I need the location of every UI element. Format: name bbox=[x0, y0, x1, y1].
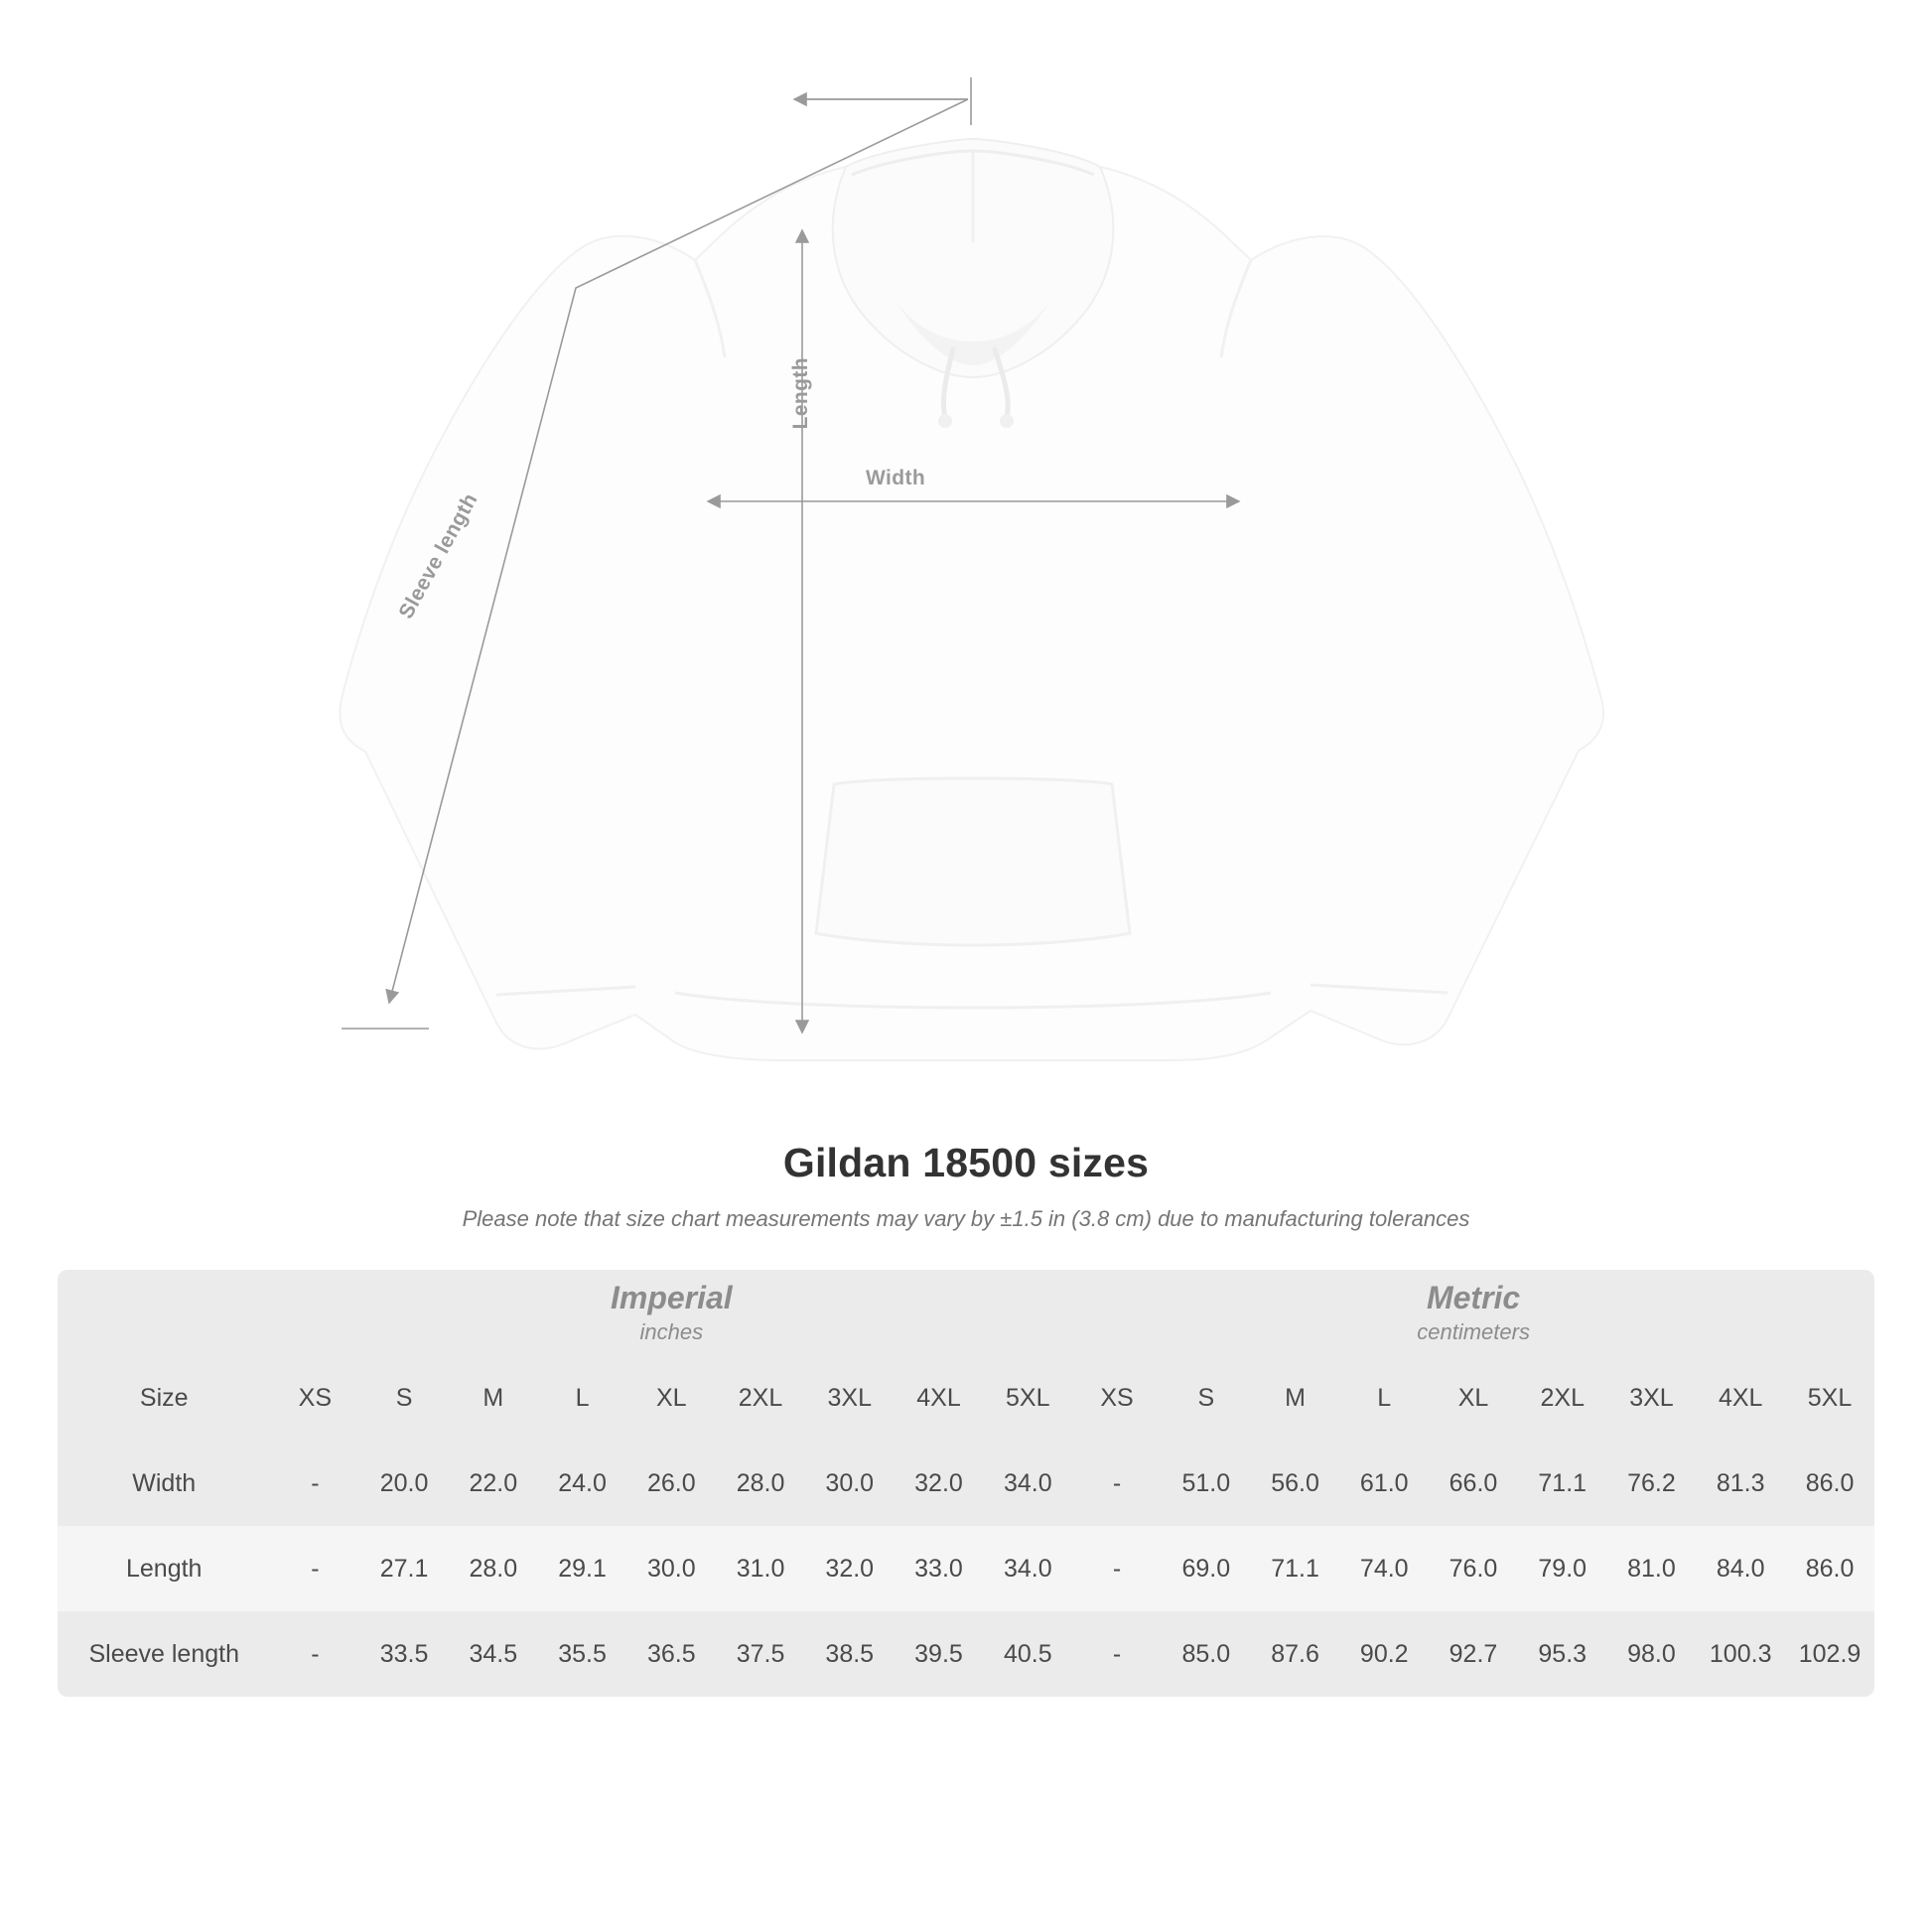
header-imperial-5xl: 5XL bbox=[983, 1355, 1072, 1441]
sleeve-imperial-s: 33.5 bbox=[359, 1611, 449, 1697]
length-metric-xl: 76.0 bbox=[1429, 1526, 1518, 1611]
width-metric-s: 51.0 bbox=[1162, 1441, 1251, 1526]
width-metric-xs: - bbox=[1072, 1441, 1162, 1526]
length-metric-5xl: 86.0 bbox=[1785, 1526, 1874, 1611]
table-row bbox=[58, 1526, 1874, 1611]
sleeve-metric-xs: - bbox=[1072, 1611, 1162, 1697]
length-metric-m: 71.1 bbox=[1251, 1526, 1340, 1611]
header-metric-3xl: 3XL bbox=[1607, 1355, 1697, 1441]
width-imperial-s: 20.0 bbox=[359, 1441, 449, 1526]
imperial-unit-name: Imperial bbox=[610, 1279, 733, 1315]
row-label-width: Width bbox=[58, 1441, 270, 1526]
length-imperial-s: 27.1 bbox=[359, 1526, 449, 1611]
length-dimension-label: Length bbox=[789, 357, 812, 430]
imperial-unit-cell bbox=[270, 1270, 1072, 1355]
metric-unit-name: Metric bbox=[1426, 1279, 1521, 1315]
header-imperial-xs: XS bbox=[270, 1355, 359, 1441]
sleeve-metric-xl: 92.7 bbox=[1429, 1611, 1518, 1697]
header-metric-l: L bbox=[1339, 1355, 1429, 1441]
width-metric-l: 61.0 bbox=[1339, 1441, 1429, 1526]
header-imperial-4xl: 4XL bbox=[895, 1355, 984, 1441]
sleeve-metric-3xl: 98.0 bbox=[1607, 1611, 1697, 1697]
size-table-wrapper bbox=[58, 1270, 1874, 1697]
sleeve-metric-4xl: 100.3 bbox=[1696, 1611, 1785, 1697]
width-imperial-5xl: 34.0 bbox=[983, 1441, 1072, 1526]
length-imperial-4xl: 33.0 bbox=[895, 1526, 984, 1611]
length-metric-3xl: 81.0 bbox=[1607, 1526, 1697, 1611]
width-metric-4xl: 81.3 bbox=[1696, 1441, 1785, 1526]
sleeve-imperial-2xl: 37.5 bbox=[716, 1611, 805, 1697]
width-metric-2xl: 71.1 bbox=[1518, 1441, 1607, 1526]
sleeve-metric-l: 90.2 bbox=[1339, 1611, 1429, 1697]
sleeve-length-dimension-label: Sleeve length bbox=[394, 488, 483, 623]
sleeve-imperial-m: 34.5 bbox=[449, 1611, 538, 1697]
table-row bbox=[58, 1441, 1874, 1526]
width-metric-m: 56.0 bbox=[1251, 1441, 1340, 1526]
width-imperial-2xl: 28.0 bbox=[716, 1441, 805, 1526]
metric-unit-cell bbox=[1072, 1270, 1874, 1355]
page-title: Gildan 18500 sizes bbox=[782, 1140, 1150, 1185]
sleeve-metric-s: 85.0 bbox=[1162, 1611, 1251, 1697]
header-imperial-xl: XL bbox=[626, 1355, 716, 1441]
sleeve-imperial-4xl: 39.5 bbox=[895, 1611, 984, 1697]
sleeve-metric-5xl: 102.9 bbox=[1785, 1611, 1874, 1697]
header-metric-4xl: 4XL bbox=[1696, 1355, 1785, 1441]
length-imperial-xs: - bbox=[270, 1526, 359, 1611]
header-imperial-s: S bbox=[359, 1355, 449, 1441]
tolerance-note: Please note that size chart measurements may vary by ±1.5 in (3.8 cm) due to manufacturing tolerances bbox=[462, 1206, 1470, 1231]
metric-unit-sub: centimeters bbox=[1417, 1318, 1530, 1344]
header-imperial-m: M bbox=[449, 1355, 538, 1441]
row-label-sleeve-length: Sleeve length bbox=[58, 1611, 270, 1697]
length-metric-l: 74.0 bbox=[1339, 1526, 1429, 1611]
row-label-length: Length bbox=[58, 1526, 270, 1611]
length-metric-xs: - bbox=[1072, 1526, 1162, 1611]
header-imperial-l: L bbox=[538, 1355, 627, 1441]
sleeve-imperial-l: 35.5 bbox=[538, 1611, 627, 1697]
units-row bbox=[58, 1270, 1874, 1355]
length-imperial-xl: 30.0 bbox=[626, 1526, 716, 1611]
header-metric-s: S bbox=[1162, 1355, 1251, 1441]
header-metric-xl: XL bbox=[1429, 1355, 1518, 1441]
sleeve-metric-m: 87.6 bbox=[1251, 1611, 1340, 1697]
width-imperial-xs: - bbox=[270, 1441, 359, 1526]
width-imperial-m: 22.0 bbox=[449, 1441, 538, 1526]
width-imperial-l: 24.0 bbox=[538, 1441, 627, 1526]
sleeve-imperial-xl: 36.5 bbox=[626, 1611, 716, 1697]
sleeve-imperial-xs: - bbox=[270, 1611, 359, 1697]
length-imperial-2xl: 31.0 bbox=[716, 1526, 805, 1611]
sleeve-imperial-3xl: 38.5 bbox=[805, 1611, 895, 1697]
header-metric-m: M bbox=[1251, 1355, 1340, 1441]
title-block bbox=[0, 1140, 1932, 1232]
header-metric-2xl: 2XL bbox=[1518, 1355, 1607, 1441]
header-imperial-2xl: 2XL bbox=[716, 1355, 805, 1441]
table-row bbox=[58, 1611, 1874, 1697]
width-imperial-xl: 26.0 bbox=[626, 1441, 716, 1526]
hoodie-shape bbox=[340, 139, 1603, 1060]
width-metric-3xl: 76.2 bbox=[1607, 1441, 1697, 1526]
header-imperial-3xl: 3XL bbox=[805, 1355, 895, 1441]
length-imperial-l: 29.1 bbox=[538, 1526, 627, 1611]
header-metric-xs: XS bbox=[1072, 1355, 1162, 1441]
sleeve-imperial-5xl: 40.5 bbox=[983, 1611, 1072, 1697]
width-imperial-3xl: 30.0 bbox=[805, 1441, 895, 1526]
length-imperial-5xl: 34.0 bbox=[983, 1526, 1072, 1611]
width-metric-5xl: 86.0 bbox=[1785, 1441, 1874, 1526]
size-header-cell: Size bbox=[58, 1355, 270, 1441]
length-metric-s: 69.0 bbox=[1162, 1526, 1251, 1611]
length-metric-4xl: 84.0 bbox=[1696, 1526, 1785, 1611]
width-dimension-label: Width bbox=[866, 467, 926, 489]
length-metric-2xl: 79.0 bbox=[1518, 1526, 1607, 1611]
size-table bbox=[58, 1270, 1874, 1697]
width-imperial-4xl: 32.0 bbox=[895, 1441, 984, 1526]
units-spacer bbox=[58, 1270, 270, 1355]
imperial-unit-sub: inches bbox=[639, 1318, 704, 1344]
width-metric-xl: 66.0 bbox=[1429, 1441, 1518, 1526]
length-imperial-m: 28.0 bbox=[449, 1526, 538, 1611]
sleeve-metric-2xl: 95.3 bbox=[1518, 1611, 1607, 1697]
length-imperial-3xl: 32.0 bbox=[805, 1526, 895, 1611]
header-metric-5xl: 5XL bbox=[1785, 1355, 1874, 1441]
table-header-row bbox=[58, 1355, 1874, 1441]
